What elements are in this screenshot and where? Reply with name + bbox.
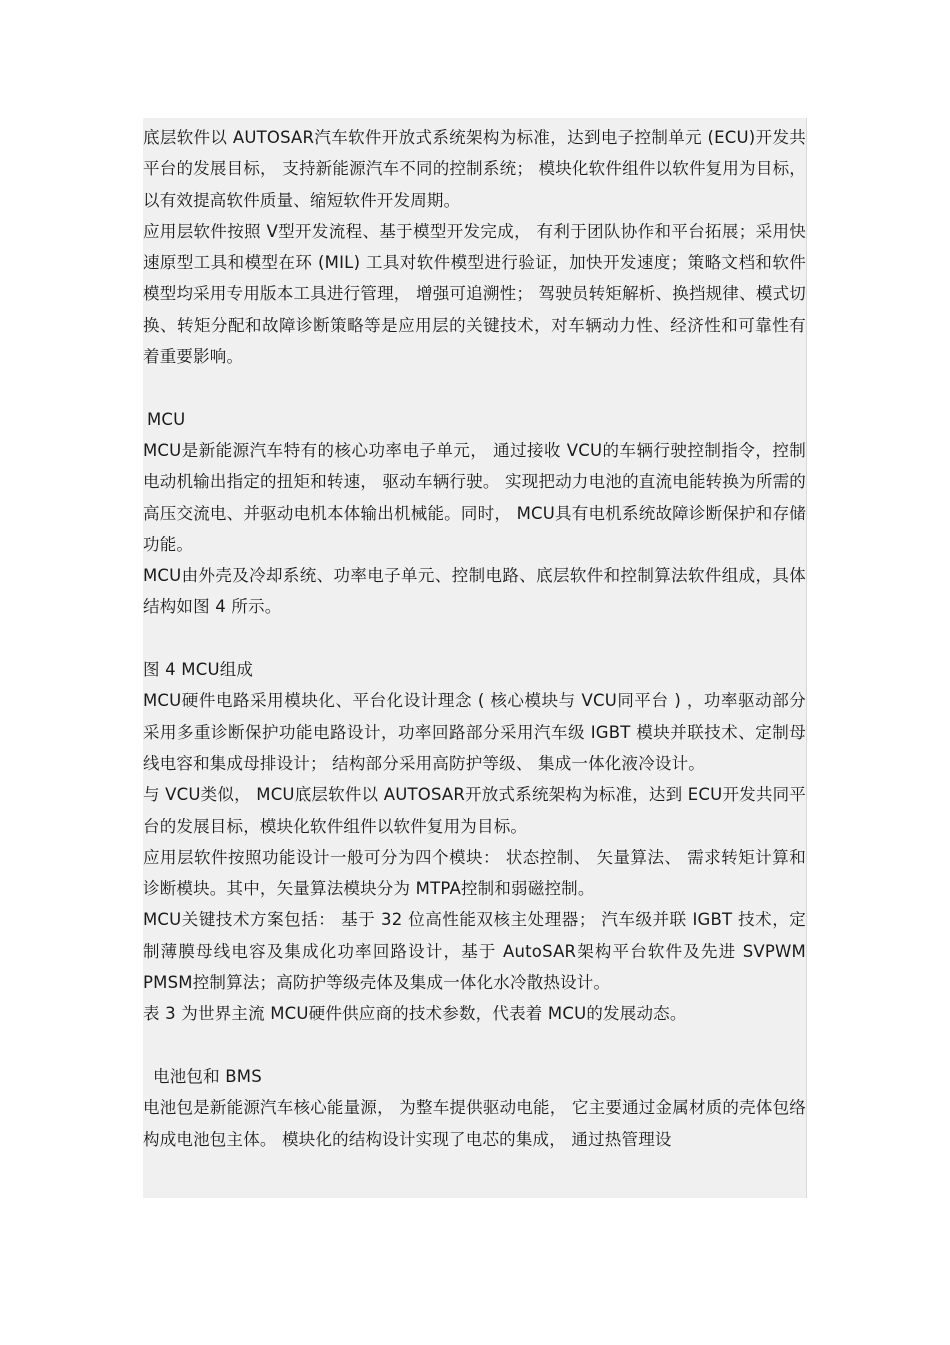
paragraph-table-3-reference: 表 3 为世界主流 MCU硬件供应商的技术参数，代表着 MCU的发展动态。 (143, 1004, 687, 1024)
paragraph-application-layer: 应用层软件按照 V型开发流程、基于模型开发完成， 有利于团队协作和平台拓展；采用快速原型工具和模型在环 (MIL) 工具对软件模型进行验证，加快开发速度；策略文档和软件模型均采用专用版本工具进行管理， 增强可追溯性； 驾驶员转矩解析、换挡规律、模式切换、转矩分配和故障诊断策略等是应用层的关键技术，对车辆动力性、经济性和可靠性有着重要影响。 (143, 221, 806, 367)
paragraph-mcu-key-technology: MCU关键技术方案包括： 基于 32 位高性能双核主处理器； 汽车级并联 IGBT 技术，定制薄膜母线电容及集成化功率回路设计，基于 AutoSAR架构平台软件及先进 SVPWM PMSM控制算法；高防护等级壳体及集成一体化水冷散热设计。 (143, 910, 806, 993)
section-heading-mcu: MCU (147, 409, 186, 429)
paragraph-mcu-structure: MCU由外壳及冷却系统、功率电子单元、控制电路、底层软件和控制算法软件组成，具体结构如图 4 所示。 (143, 566, 806, 617)
paragraph-battery-pack: 电池包是新能源汽车核心能量源， 为整车提供驱动电能， 它主要通过金属材质的壳体包络构成电池包主体。 模块化的结构设计实现了电芯的集成， 通过热管理设 (143, 1098, 806, 1149)
blank-line (143, 372, 806, 403)
document-body (143, 122, 806, 1155)
paragraph-autosar-base-software: 底层软件以 AUTOSAR汽车软件开放式系统架构为标准，达到电子控制单元 (ECU)开发共平台的发展目标， 支持新能源汽车不同的控制系统； 模块化软件组件以软件复用为目标，以有效提高软件质量、缩短软件开发周期。 (143, 128, 806, 210)
section-heading-battery-bms: 电池包和 BMS (153, 1066, 262, 1086)
blank-line (143, 1030, 806, 1061)
paragraph-mcu-intro: MCU是新能源汽车特有的核心功率电子单元， 通过接收 VCU的车辆行驶控制指令，控制电动机输出指定的扭矩和转速， 驱动车辆行驶。 实现把动力电池的直流电能转换为所需的高压交流电、并驱动电机本体输出机械能。同时， MCU具有电机系统故障诊断保护和存储功能。 (143, 440, 806, 554)
paragraph-mcu-hardware: MCU硬件电路采用模块化、平台化设计理念 ( 核心模块与 VCU同平台 ) ，功率驱动部分采用多重诊断保护功能电路设计，功率回路部分采用汽车级 IGBT 模块并联技术、定制母线电容和集成母排设计； 结构部分采用高防护等级、 集成一体化液冷设计。 (143, 691, 806, 773)
paragraph-mcu-base-software: 与 VCU类似， MCU底层软件以 AUTOSAR开放式系统架构为标准，达到 ECU开发共同平台的发展目标，模块化软件组件以软件复用为目标。 (143, 785, 806, 836)
figure-caption-4: 图 4 MCU组成 (143, 660, 254, 680)
paragraph-mcu-application-software: 应用层软件按照功能设计一般可分为四个模块： 状态控制、 矢量算法、 需求转矩计算和诊断模块。其中，矢量算法模块分为 MTPA控制和弱磁控制。 (143, 847, 806, 899)
blank-line (143, 623, 806, 654)
